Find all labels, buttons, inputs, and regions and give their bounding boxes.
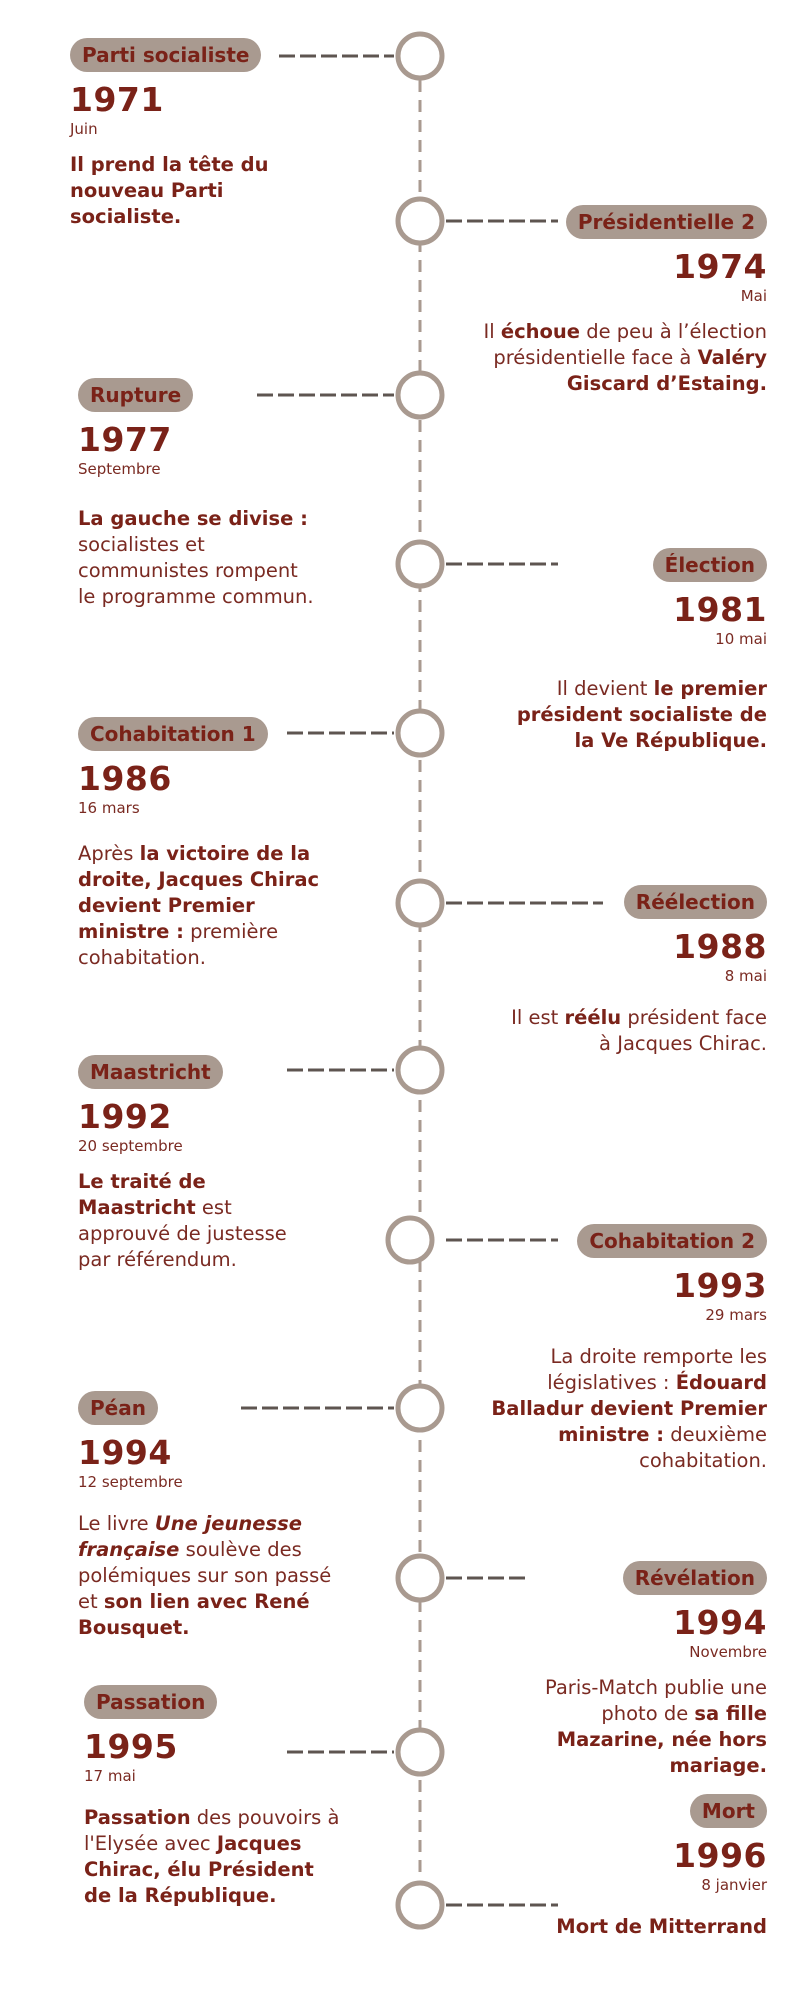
event-year: 1995 bbox=[84, 1727, 178, 1766]
event-tag: Péan bbox=[78, 1391, 158, 1425]
event-tag: Élection bbox=[653, 548, 767, 582]
event-year: 1994 bbox=[78, 1433, 172, 1472]
event-year: 1974 bbox=[673, 247, 767, 286]
event-year: 1981 bbox=[673, 590, 767, 629]
event-description: Passation des pouvoirs à l'Elysée avec Jacques Chirac, élu Président de la République. bbox=[84, 1806, 340, 1907]
event-date: 8 janvier bbox=[701, 1876, 767, 1894]
event-tag: Cohabitation 1 bbox=[78, 717, 268, 751]
timeline-node-circle bbox=[398, 881, 442, 925]
event-description: Après la victoire de la droite, Jacques Chirac devient Premier ministre : première cohabitation. bbox=[78, 842, 320, 969]
event-date: 10 mai bbox=[715, 630, 767, 648]
event-pean bbox=[78, 1391, 338, 1641]
event-date: 8 mai bbox=[724, 967, 767, 985]
event-date: 17 mai bbox=[84, 1767, 136, 1785]
timeline-node-circle bbox=[398, 373, 442, 417]
event-date: Novembre bbox=[689, 1643, 767, 1661]
event-cohabitation-1 bbox=[78, 717, 338, 971]
event-description: Il échoue de peu à l’élection présidentielle face à Valéry Giscard d’Estaing. bbox=[483, 320, 767, 395]
timeline-node-circle bbox=[398, 1730, 442, 1774]
event-maastricht bbox=[78, 1055, 318, 1273]
event-date: 29 mars bbox=[705, 1306, 767, 1324]
event-date: Juin bbox=[70, 120, 98, 138]
event-description: Le traité de Maastricht est approuvé de justesse par référendum. bbox=[78, 1170, 287, 1271]
event-election bbox=[507, 548, 767, 754]
event-description: Il prend la tête du nouveau Parti socialiste. bbox=[70, 153, 269, 228]
event-date: 16 mars bbox=[78, 799, 140, 817]
event-rupture bbox=[78, 378, 318, 610]
timeline-node-circle bbox=[398, 199, 442, 243]
event-date: Septembre bbox=[78, 460, 161, 478]
timeline-node-circle bbox=[398, 1386, 442, 1430]
event-tag: Passation bbox=[84, 1685, 217, 1719]
timeline-node-circle bbox=[398, 1883, 442, 1927]
event-revelation bbox=[507, 1561, 767, 1779]
timeline-node-circle bbox=[398, 711, 442, 755]
event-tag: Parti socialiste bbox=[70, 38, 261, 72]
event-tag: Maastricht bbox=[78, 1055, 223, 1089]
event-description: Il est réélu président face à Jacques Chirac. bbox=[511, 1006, 767, 1055]
event-tag: Réélection bbox=[624, 885, 767, 919]
event-tag: Présidentielle 2 bbox=[566, 205, 767, 239]
event-description: Le livre Une jeunesse française soulève des polémiques sur son passé et son lien avec René Bousquet. bbox=[78, 1512, 332, 1639]
event-date: 20 septembre bbox=[78, 1137, 183, 1155]
event-tag: Mort bbox=[690, 1794, 767, 1828]
event-year: 1993 bbox=[673, 1266, 767, 1305]
event-presidentielle-2 bbox=[477, 205, 767, 397]
event-tag: Rupture bbox=[78, 378, 193, 412]
event-year: 1996 bbox=[673, 1836, 767, 1875]
event-reelection bbox=[507, 885, 767, 1057]
event-parti-socialiste bbox=[70, 38, 300, 230]
event-year: 1994 bbox=[673, 1603, 767, 1642]
timeline-node-circle bbox=[388, 1218, 432, 1262]
event-description: Paris-Match publie une photo de sa fille Mazarine, née hors mariage. bbox=[544, 1676, 767, 1777]
event-cohabitation-2 bbox=[477, 1224, 767, 1474]
timeline-node-circle bbox=[398, 1048, 442, 1092]
event-tag: Cohabitation 2 bbox=[577, 1224, 767, 1258]
event-year: 1988 bbox=[673, 927, 767, 966]
event-description: Il devient le premier président socialiste de la Ve République. bbox=[516, 677, 767, 752]
event-date: Mai bbox=[740, 287, 767, 305]
timeline-node-circle bbox=[398, 34, 442, 78]
event-tag: Révélation bbox=[623, 1561, 767, 1595]
timeline-node-circle bbox=[398, 542, 442, 586]
event-year: 1971 bbox=[70, 80, 164, 119]
timeline-node-circle bbox=[398, 1556, 442, 1600]
event-passation bbox=[84, 1685, 344, 1909]
event-mort bbox=[547, 1794, 767, 1940]
event-year: 1986 bbox=[78, 759, 172, 798]
event-description: La droite remporte les législatives : Édouard Balladur devient Premier ministre : deuxième cohabitation. bbox=[491, 1345, 767, 1472]
event-description: Mort de Mitterrand bbox=[556, 1915, 767, 1938]
event-description: La gauche se divise : socialistes et communistes rompent le programme commun. bbox=[78, 507, 314, 608]
event-date: 12 septembre bbox=[78, 1473, 183, 1491]
event-year: 1977 bbox=[78, 420, 172, 459]
event-year: 1992 bbox=[78, 1097, 172, 1136]
